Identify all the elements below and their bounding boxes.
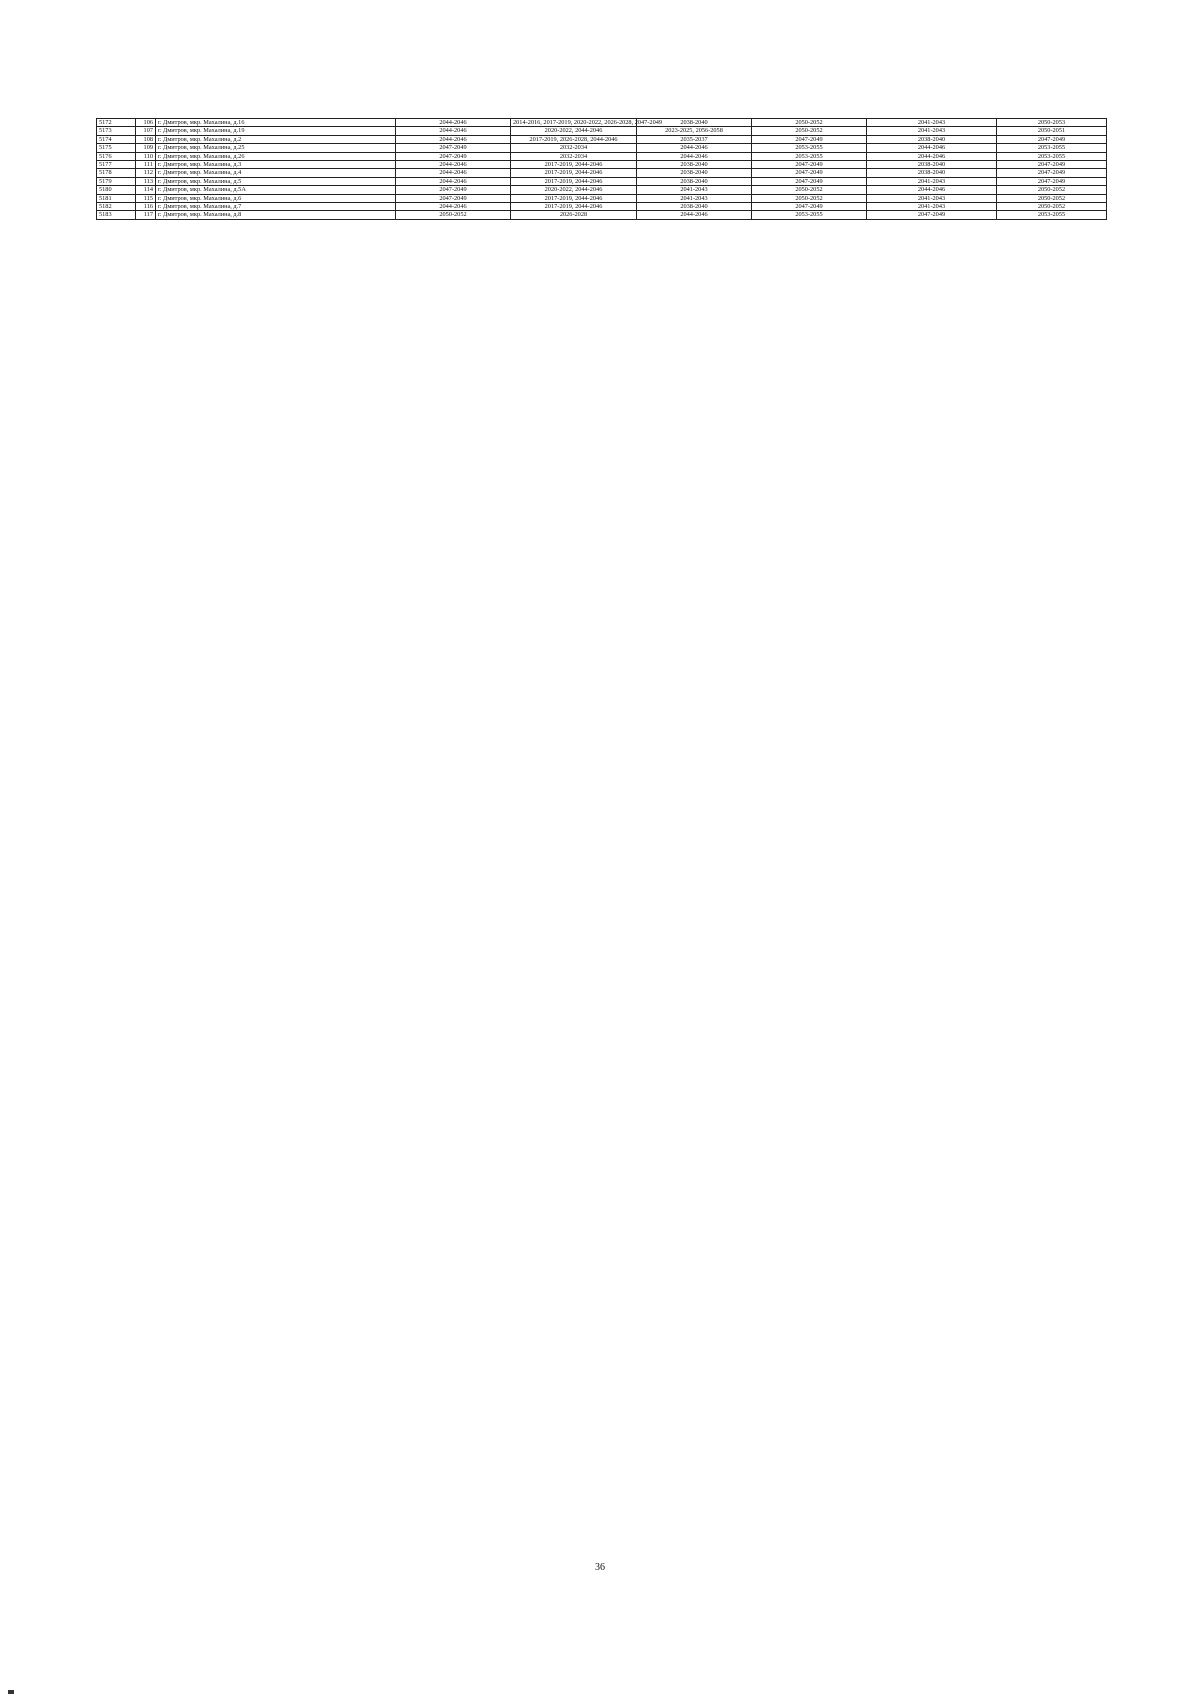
table-row [97,152,1107,160]
period-5-cell: 2041-2043 [867,127,997,135]
row-number-cell: 107 [136,127,156,135]
period-3-cell: 2044-2046 [637,152,752,160]
address-cell: г. Дмитров, мкр. Махалина, д.8 [156,211,396,219]
table-row [97,194,1107,202]
period-2-cell: 2017-2019, 2044-2046 [511,203,637,211]
table-row [97,211,1107,219]
row-number-cell: 117 [136,211,156,219]
period-3-cell: 2041-2043 [637,194,752,202]
period-6-cell: 2047-2049 [997,161,1107,169]
row-number-cell: 111 [136,161,156,169]
period-4-cell: 2050-2052 [752,127,867,135]
period-4-cell: 2050-2052 [752,119,867,127]
period-6-cell: 2050-2052 [997,203,1107,211]
period-4-cell: 2053-2055 [752,152,867,160]
period-2-cell: 2017-2019, 2044-2046 [511,177,637,185]
period-5-cell: 2041-2043 [867,194,997,202]
period-6-cell: 2047-2049 [997,135,1107,143]
period-1-cell: 2044-2046 [396,169,511,177]
row-id-cell: 5182 [97,203,136,211]
table-row [97,203,1107,211]
period-6-cell: 2053-2055 [997,144,1107,152]
period-4-cell: 2047-2049 [752,169,867,177]
row-id-cell: 5183 [97,211,136,219]
table-row [97,186,1107,194]
address-cell: г. Дмитров, мкр. Махалина, д.5А [156,186,396,194]
period-4-cell: 2050-2052 [752,186,867,194]
address-cell: г. Дмитров, мкр. Махалина, д.5 [156,177,396,185]
row-id-cell: 5181 [97,194,136,202]
period-4-cell: 2047-2049 [752,177,867,185]
period-6-cell: 2047-2049 [997,169,1107,177]
row-number-cell: 110 [136,152,156,160]
period-3-cell: 2044-2046 [637,211,752,219]
row-id-cell: 5172 [97,119,136,127]
table-row [97,169,1107,177]
period-5-cell: 2041-2043 [867,177,997,185]
period-5-cell: 2047-2049 [867,211,997,219]
period-5-cell: 2041-2043 [867,203,997,211]
period-5-cell: 2044-2046 [867,144,997,152]
period-2-cell: 2020-2022, 2044-2046 [511,186,637,194]
period-2-cell: 2032-2034 [511,152,637,160]
row-id-cell: 5178 [97,169,136,177]
row-number-cell: 113 [136,177,156,185]
address-cell: г. Дмитров, мкр. Махалина, д.19 [156,127,396,135]
period-4-cell: 2047-2049 [752,161,867,169]
row-number-cell: 114 [136,186,156,194]
period-1-cell: 2044-2046 [396,177,511,185]
period-6-cell: 2047-2049 [997,177,1107,185]
period-1-cell: 2050-2052 [396,211,511,219]
period-6-cell: 2050-2053 [997,119,1107,127]
row-id-cell: 5173 [97,127,136,135]
period-4-cell: 2047-2049 [752,203,867,211]
address-cell: г. Дмитров, мкр. Махалина, д.26 [156,152,396,160]
table-row [97,127,1107,135]
period-6-cell: 2050-2052 [997,194,1107,202]
period-2-cell: 2020-2022, 2044-2046 [511,127,637,135]
period-3-cell: 2035-2037 [637,135,752,143]
period-4-cell: 2050-2052 [752,194,867,202]
period-3-cell: 2038-2040 [637,119,752,127]
row-number-cell: 106 [136,119,156,127]
period-3-cell: 2038-2040 [637,177,752,185]
period-2-cell: 2017-2019, 2044-2046 [511,161,637,169]
period-3-cell: 2044-2046 [637,144,752,152]
table-body [97,119,1107,220]
row-id-cell: 5180 [97,186,136,194]
period-6-cell: 2053-2055 [997,211,1107,219]
scan-mark [8,1690,14,1694]
period-5-cell: 2038-2040 [867,161,997,169]
row-number-cell: 115 [136,194,156,202]
period-6-cell: 2050-2052 [997,186,1107,194]
row-number-cell: 116 [136,203,156,211]
address-cell: г. Дмитров, мкр. Махалина, д.3 [156,161,396,169]
period-2-cell: 2017-2019, 2026-2028, 2044-2046 [511,135,637,143]
period-2-cell: 2017-2019, 2044-2046 [511,194,637,202]
period-1-cell: 2044-2046 [396,161,511,169]
period-1-cell: 2044-2046 [396,119,511,127]
row-id-cell: 5177 [97,161,136,169]
period-3-cell: 2041-2043 [637,186,752,194]
row-number-cell: 112 [136,169,156,177]
row-number-cell: 109 [136,144,156,152]
address-cell: г. Дмитров, мкр. Махалина, д.25 [156,144,396,152]
table-row [97,144,1107,152]
period-5-cell: 2038-2040 [867,135,997,143]
address-cell: г. Дмитров, мкр. Махалина, д.4 [156,169,396,177]
address-cell: г. Дмитров, мкр. Махалина, д.6 [156,194,396,202]
row-id-cell: 5179 [97,177,136,185]
period-5-cell: 2044-2046 [867,186,997,194]
table-row [97,177,1107,185]
table-row [97,161,1107,169]
repair-schedule-table [96,118,1107,220]
row-id-cell: 5175 [97,144,136,152]
period-5-cell: 2044-2046 [867,152,997,160]
period-2-cell: 2014-2016, 2017-2019, 2020-2022, 2026-2028, 2047-2049 [511,119,637,127]
period-1-cell: 2044-2046 [396,127,511,135]
period-4-cell: 2047-2049 [752,135,867,143]
period-5-cell: 2041-2043 [867,119,997,127]
period-1-cell: 2044-2046 [396,135,511,143]
period-1-cell: 2047-2049 [396,152,511,160]
period-3-cell: 2023-2025, 2056-2058 [637,127,752,135]
address-cell: г. Дмитров, мкр. Махалина, д.7 [156,203,396,211]
period-3-cell: 2038-2040 [637,169,752,177]
period-3-cell: 2038-2040 [637,161,752,169]
period-1-cell: 2044-2046 [396,203,511,211]
period-1-cell: 2047-2049 [396,194,511,202]
period-2-cell: 2026-2028 [511,211,637,219]
page-number: 36 [595,1562,605,1573]
address-cell: г. Дмитров, мкр. Махалина, д.2 [156,135,396,143]
address-cell: г. Дмитров, мкр. Махалина, д.16 [156,119,396,127]
table-row [97,119,1107,127]
period-3-cell: 2038-2040 [637,203,752,211]
period-6-cell: 2053-2055 [997,152,1107,160]
table-row [97,135,1107,143]
row-number-cell: 108 [136,135,156,143]
period-4-cell: 2053-2055 [752,144,867,152]
period-2-cell: 2017-2019, 2044-2046 [511,169,637,177]
register-sheet [96,118,1106,220]
row-id-cell: 5174 [97,135,136,143]
period-2-cell: 2032-2034 [511,144,637,152]
period-1-cell: 2047-2049 [396,186,511,194]
period-1-cell: 2047-2049 [396,144,511,152]
period-4-cell: 2053-2055 [752,211,867,219]
period-6-cell: 2050-2051 [997,127,1107,135]
row-id-cell: 5176 [97,152,136,160]
period-5-cell: 2038-2040 [867,169,997,177]
